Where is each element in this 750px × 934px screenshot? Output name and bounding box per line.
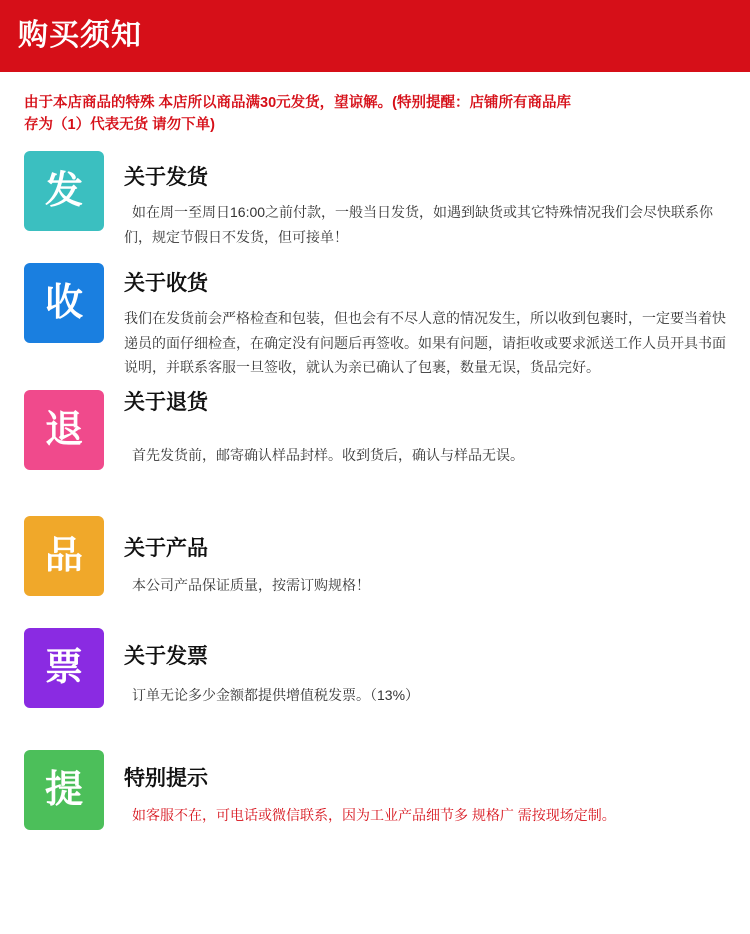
section-text-returns: 首先发货前，邮寄确认样品封样。收到货后，确认与样品无误。 <box>132 447 524 463</box>
section-title-shipping: 关于发货 <box>124 165 208 189</box>
badge-icon-special-tip: 提 <box>24 750 104 830</box>
section-body-shipping <box>104 151 726 249</box>
section-text-shipping: 如在周一至周日16:00之前付款，一般当日发货，如遇到缺货或其它特殊情况我们会尽快联系你们，规定节假日不发货，但可接单！ <box>124 204 714 245</box>
section-product <box>0 516 750 598</box>
section-receiving <box>0 263 750 380</box>
section-title-receiving: 关于收货 <box>124 272 208 296</box>
section-shipping <box>0 151 750 249</box>
section-special-tip <box>0 750 750 830</box>
section-body-returns <box>104 390 726 468</box>
section-text-invoice: 订单无论多少金额都提供增值税发票。（13%） <box>132 686 420 703</box>
section-returns <box>0 390 750 470</box>
badge-icon-receiving: 收 <box>24 263 104 343</box>
section-body-special-tip <box>104 750 726 828</box>
section-body-invoice <box>104 628 726 708</box>
shipping-notice-text: 由于本店商品的特殊 本店所以商品满30元发货，望谅解。(特别提醒：店铺所有商品库存为（1）代表无货 请勿下单) <box>24 95 571 134</box>
section-text-product: 本公司产品保证质量，按需订购规格！ <box>132 577 370 593</box>
sections-list <box>0 151 750 830</box>
section-title-returns: 关于退货 <box>124 390 208 414</box>
badge-icon-invoice: 票 <box>24 628 104 708</box>
badge-icon-shipping: 发 <box>24 151 104 231</box>
section-title-special-tip: 特别提示 <box>124 766 208 790</box>
section-title-product: 关于产品 <box>124 536 208 560</box>
section-invoice <box>0 628 750 708</box>
section-title-invoice: 关于发票 <box>124 644 208 668</box>
badge-icon-returns: 退 <box>24 390 104 470</box>
section-text-special-tip: 如客服不在，可电话或微信联系，因为工业产品细节多 规格广 需按现场定制。 <box>132 806 616 823</box>
page-header <box>0 0 750 72</box>
badge-icon-product: 品 <box>24 516 104 596</box>
section-body-receiving <box>104 263 726 380</box>
section-body-product <box>104 516 726 598</box>
page-title: 购买须知 <box>18 19 142 52</box>
section-text-receiving: 我们在发货前会严格检查和包装，但也会有不尽人意的情况发生，所以收到包裹时，一定要当着快递员的面仔细检查，在确定没有问题后再签收。如果有问题，请拒收或要求派送工作人员开具书面说明，并联系客服一旦签收，就认为亲已确认了包裹，数量无误，货品完好。 <box>124 310 726 376</box>
